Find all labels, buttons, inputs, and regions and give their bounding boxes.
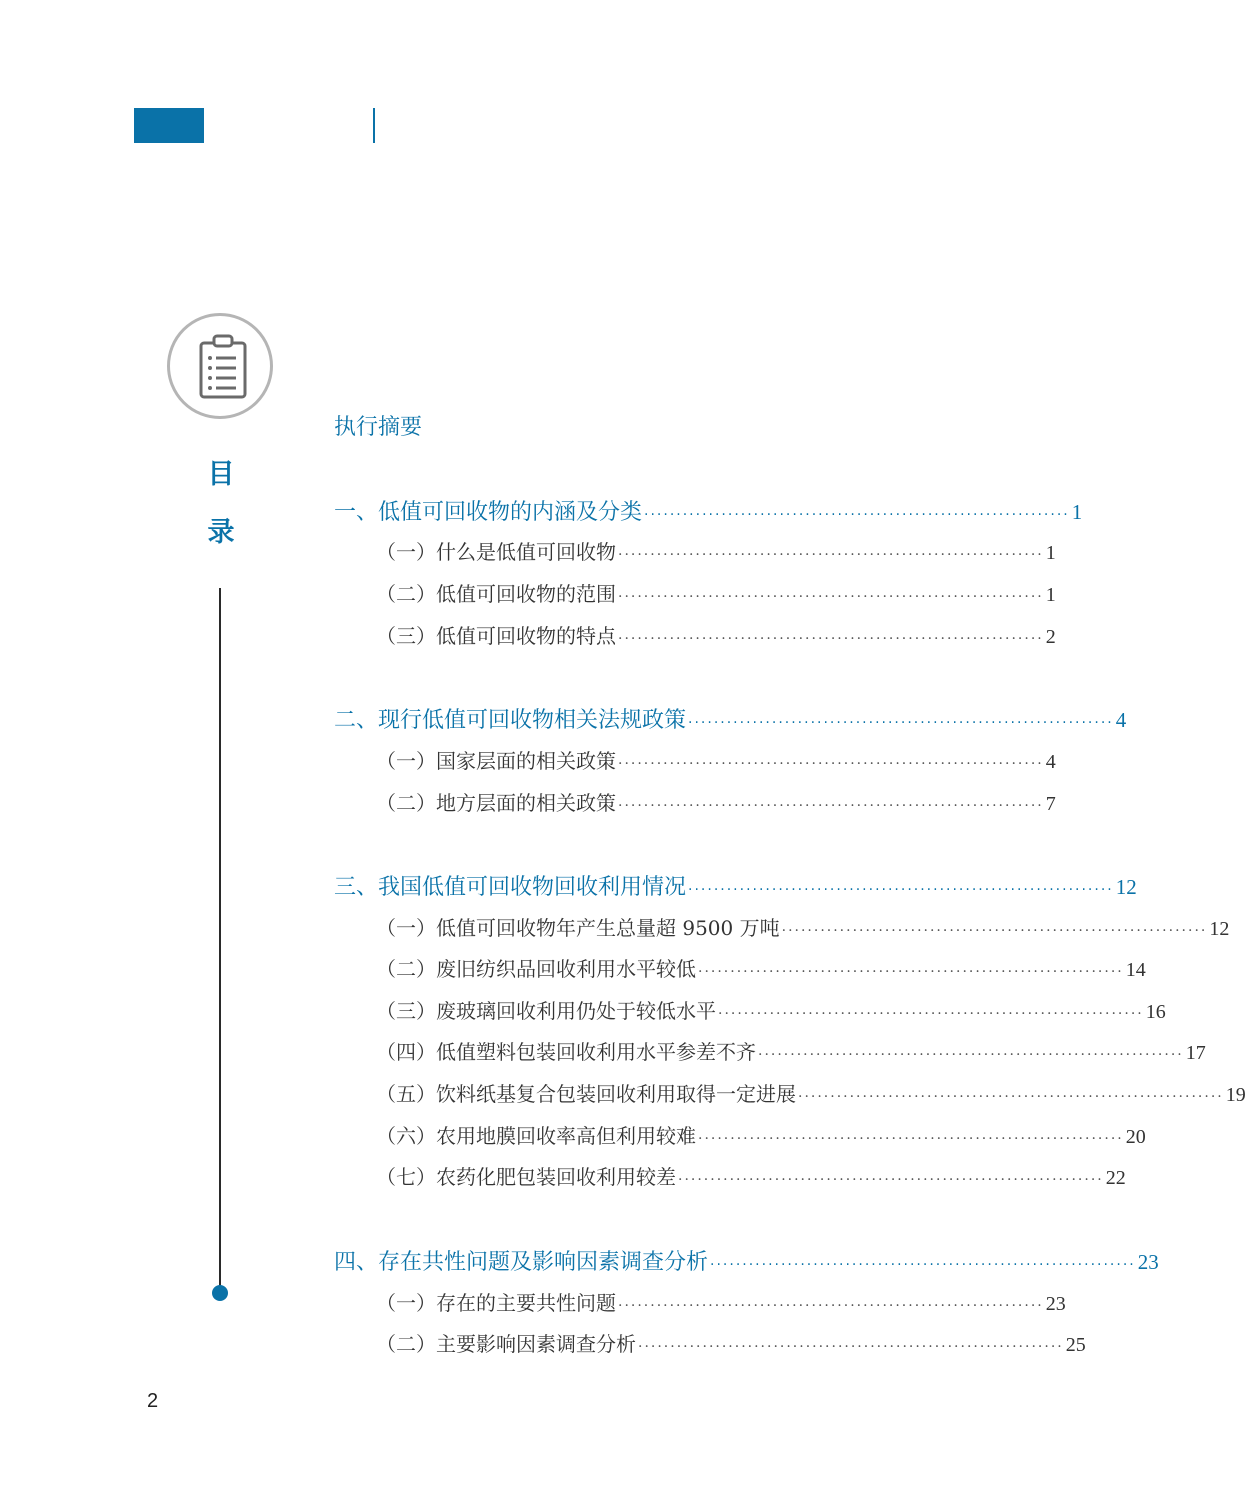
toc-item[interactable]: [376, 536, 1056, 565]
toc-item[interactable]: [376, 995, 1166, 1024]
toc-item[interactable]: [376, 620, 1056, 649]
toc-leader-dots: ··································································: [798, 1089, 1224, 1105]
toc-item-title: （四）低值塑料包装回收利用水平参差不齐: [376, 1040, 756, 1064]
toc-page-number: 7: [1045, 793, 1056, 815]
side-timeline-dot: [212, 1285, 228, 1301]
toc-item-title: （六）农用地膜回收率高但利用较难: [376, 1124, 696, 1148]
toc-page-number: 1: [1045, 542, 1056, 564]
toc-leader-dots: ··································································: [781, 923, 1208, 939]
toc-leader-dots: ··································································: [678, 1172, 1104, 1188]
toc-section[interactable]: [334, 495, 1083, 526]
toc-item-title: （三）废玻璃回收利用仍处于较低水平: [376, 999, 716, 1023]
toc-page-number: 23: [1137, 1250, 1159, 1274]
toc-leader-dots: ··································································: [758, 1047, 1184, 1063]
toc-item[interactable]: [376, 912, 1230, 941]
toc-item[interactable]: [376, 578, 1056, 607]
toc-page-number: 1: [1071, 500, 1083, 524]
toc-item-title: （七）农药化肥包装回收利用较差: [376, 1165, 676, 1189]
toc-item[interactable]: [376, 1161, 1126, 1190]
toc-leader-dots: ··································································: [618, 547, 1044, 563]
toc-page-number: 4: [1115, 708, 1127, 732]
header-accent-bar: [134, 108, 204, 143]
toc-page-number: 25: [1065, 1334, 1086, 1356]
toc-leader-dots: ··································································: [618, 756, 1044, 772]
toc-leader-dots: ··································································: [688, 715, 1114, 731]
toc-leader-dots: ··································································: [644, 507, 1070, 523]
clipboard-list-icon: [167, 313, 273, 419]
toc-page-number: 14: [1125, 959, 1146, 981]
toc-exec-summary[interactable]: 执行摘要: [334, 415, 423, 440]
toc-section-title: 三、我国低值可回收物回收利用情况: [334, 875, 687, 900]
side-timeline-line: [219, 588, 221, 1288]
toc-page-number: 4: [1045, 751, 1056, 773]
header-divider: [373, 108, 375, 143]
toc-item[interactable]: [376, 953, 1146, 982]
toc-section[interactable]: [334, 870, 1137, 901]
page-number: 2: [147, 1390, 159, 1412]
toc-leader-dots: ··································································: [618, 1298, 1044, 1314]
toc-page-number: 22: [1105, 1167, 1126, 1189]
toc-item-title: （二）低值可回收物的范围: [376, 582, 616, 606]
toc-section-title: 二、现行低值可回收物相关法规政策: [334, 708, 687, 733]
toc-page-number: 2: [1045, 626, 1056, 648]
toc-leader-dots: ··································································: [638, 1339, 1064, 1355]
toc-item[interactable]: [376, 745, 1056, 774]
toc-page-number: 20: [1125, 1126, 1146, 1148]
toc-title-char-2: 录: [207, 517, 235, 548]
toc-page-number: 1: [1045, 584, 1056, 606]
toc-item-title: （一）什么是低值可回收物: [376, 540, 616, 564]
toc-title-char-1: 目: [207, 459, 235, 490]
toc-section[interactable]: [334, 703, 1127, 734]
toc-page-number: 19: [1225, 1084, 1246, 1106]
toc-item-title: （二）地方层面的相关政策: [376, 791, 616, 815]
toc-leader-dots: ··································································: [698, 964, 1124, 980]
toc-leader-dots: ··································································: [618, 589, 1044, 605]
toc-page-number: 16: [1145, 1001, 1166, 1023]
toc-section-title: 一、低值可回收物的内涵及分类: [334, 500, 643, 525]
toc-item-title: （二）废旧纺织品回收利用水平较低: [376, 957, 696, 981]
toc-leader-dots: ··································································: [618, 798, 1044, 814]
toc-page-number: 12: [1209, 918, 1230, 940]
toc-section-title: 四、存在共性问题及影响因素调查分析: [334, 1250, 709, 1275]
toc-item-title: （五）饮料纸基复合包装回收利用取得一定进展: [376, 1082, 796, 1106]
toc-item-title: （一）低值可回收物年产生总量超 9500 万吨: [376, 916, 780, 940]
toc-page-number: 23: [1045, 1293, 1066, 1315]
toc-item-title: （一）国家层面的相关政策: [376, 749, 616, 773]
toc-item[interactable]: [376, 1120, 1146, 1149]
toc-section[interactable]: [334, 1245, 1159, 1276]
toc-item[interactable]: [376, 1036, 1206, 1065]
toc-item-title: （三）低值可回收物的特点: [376, 624, 616, 648]
toc-leader-dots: ··································································: [718, 1006, 1144, 1022]
toc-item-title: （一）存在的主要共性问题: [376, 1291, 616, 1315]
toc-leader-dots: ··································································: [698, 1131, 1124, 1147]
toc-item[interactable]: [376, 787, 1056, 816]
toc-leader-dots: ··································································: [710, 1257, 1136, 1273]
toc-leader-dots: ··································································: [618, 631, 1044, 647]
toc-page-number: 12: [1115, 875, 1137, 899]
toc-page-number: 17: [1185, 1042, 1206, 1064]
toc-item[interactable]: [376, 1287, 1066, 1316]
toc-item[interactable]: [376, 1328, 1086, 1357]
toc-leader-dots: ··································································: [688, 882, 1114, 898]
toc-item-title: （二）主要影响因素调查分析: [376, 1332, 636, 1356]
toc-item[interactable]: [376, 1078, 1246, 1107]
